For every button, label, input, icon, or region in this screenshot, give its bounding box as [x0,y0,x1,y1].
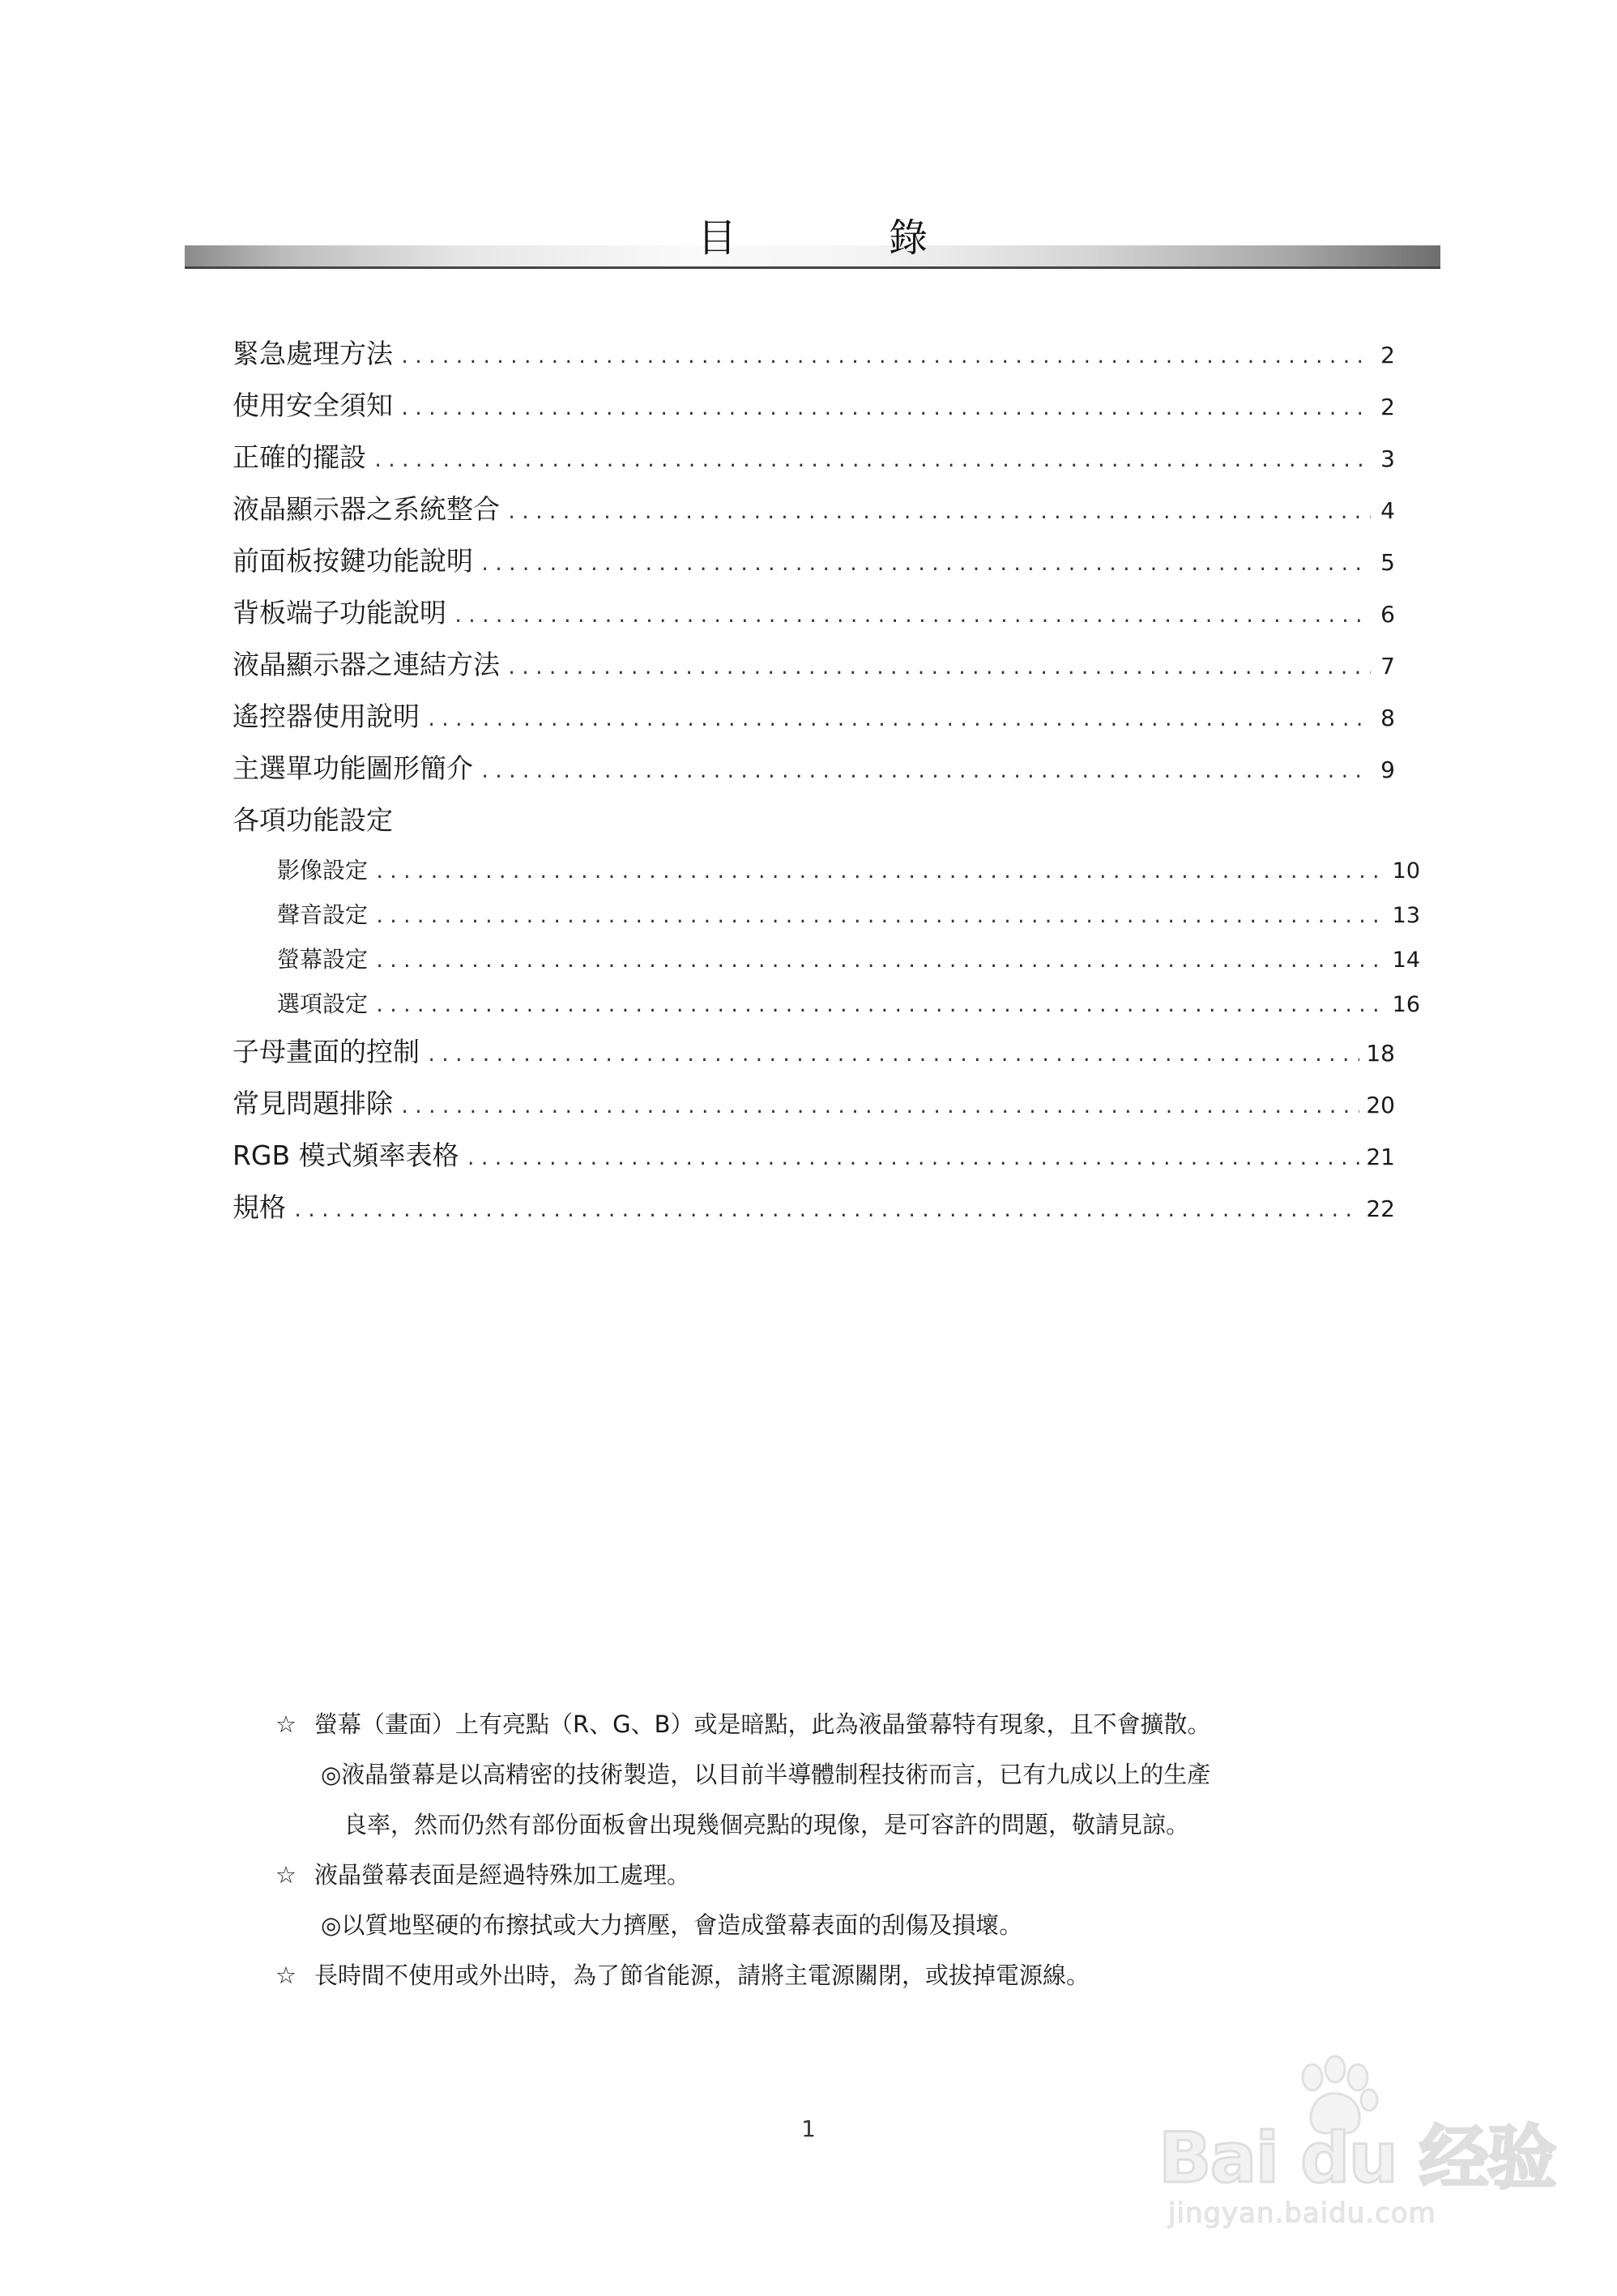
toc-entry-label: 子母畫面的控制 [233,1036,420,1067]
toc-entry [233,743,1395,794]
toc-page-number: 18 [1366,1040,1395,1067]
toc-entry-label: 液晶顯示器之連結方法 [233,649,500,680]
toc-dot-leader [506,488,1371,539]
toc-entry [233,483,1395,535]
toc-page-number: 14 [1392,948,1420,973]
toc-entry [233,982,1420,1026]
toc-entry [233,1182,1395,1233]
toc-entry-label: 前面板按鍵功能說明 [233,545,473,577]
toc-dot-leader [374,984,1386,1029]
note-detail: 良率，然而仍然有部份面板會出現幾個亮點的現像，是可容許的問題，敬請見諒。 [343,1811,1190,1838]
toc-dot-leader [399,1082,1359,1134]
toc-dot-leader [426,695,1371,747]
note-text: 長時間不使用或外出時，為了節省能源，請將主電源關閉，或拔掉電源線。 [314,1962,1090,1989]
toc-entry [233,432,1395,483]
note-detail: ◎液晶螢幕是以高精密的技術製造，以目前半導體制程技術而言，已有九成以上的生產 [321,1761,1211,1788]
note-item [275,1850,1410,1900]
toc-page-number: 2 [1380,342,1395,368]
baidu-watermark [1150,2053,1555,2239]
toc-entry [233,1078,1395,1130]
toc-entry [233,691,1395,743]
toc-entry [233,380,1395,432]
notes-section [275,1699,1410,2000]
toc-dot-leader [399,384,1371,436]
toc-dot-leader [374,939,1386,984]
toc-entry [233,848,1420,892]
toc-entry [233,1130,1395,1182]
star-icon: ☆ [275,1861,297,1889]
page-number: 1 [801,2115,816,2142]
toc-entry-label: RGB 模式頻率表格 [233,1139,459,1171]
toc-page-number: 2 [1380,394,1395,420]
toc-dot-leader [292,1186,1359,1237]
toc-entry [233,535,1395,587]
toc-dot-leader [506,643,1371,695]
title-banner [185,212,1440,269]
toc-page-number: 3 [1380,445,1395,472]
note-text: 螢幕（畫面）上有亮點（R、G、B）或是暗點，此為液晶螢幕特有現象，且不會擴散。 [314,1710,1211,1738]
note-text: 液晶螢幕表面是經過特殊加工處理。 [314,1861,691,1889]
watermark-url: jingyan.baidu.com [1168,2197,1436,2230]
toc-entry [233,639,1395,691]
toc-entry-label: 緊急處理方法 [233,338,393,369]
toc-section-heading [233,794,1395,848]
toc-page-number: 4 [1380,497,1395,524]
toc-page-number: 22 [1366,1195,1395,1222]
toc-dot-leader [373,436,1371,488]
toc-entry-label: 背板端子功能說明 [233,597,446,628]
toc-dot-leader [453,591,1371,643]
toc-dot-leader [399,332,1371,384]
toc-entry-label: 聲音設定 [277,901,369,928]
note-item [275,1699,1410,1749]
toc-page-number: 16 [1392,992,1420,1017]
toc-page-number: 7 [1380,653,1395,679]
toc-dot-leader [374,850,1386,895]
toc-entry-label: 正確的擺設 [233,441,366,473]
toc-dot-leader [426,1030,1359,1082]
watermark-logo-text: Bai du 经验 [1158,2118,1555,2199]
toc-entry-label: 規格 [233,1191,286,1223]
toc-dot-leader [466,1134,1360,1186]
note-detail: ◎以質地堅硬的布擦拭或大力擠壓，會造成螢幕表面的刮傷及損壞。 [321,1911,1023,1939]
toc-entry-label: 影像設定 [277,857,369,884]
toc-page-number: 10 [1392,858,1420,884]
toc-entry [233,328,1395,380]
toc-entry-label: 常見問題排除 [233,1088,393,1119]
toc-dot-leader [480,747,1371,799]
star-icon: ☆ [275,1710,297,1738]
toc-page-number: 13 [1392,903,1420,928]
toc-page-number: 21 [1366,1144,1395,1170]
toc-entry-label: 液晶顯示器之系統整合 [233,493,500,525]
toc-entry-label: 使用安全須知 [233,390,393,421]
toc-page-number: 5 [1380,549,1395,576]
toc-entry [233,1026,1395,1078]
toc-dot-leader [480,539,1371,591]
table-of-contents [233,328,1420,1233]
toc-entry-label: 選項設定 [277,990,369,1017]
star-icon: ☆ [275,1962,297,1989]
toc-entry-label: 遙控器使用說明 [233,701,420,732]
toc-entry-label: 各項功能設定 [233,804,393,836]
page-title: 目 錄 [697,215,984,261]
toc-entry [233,937,1420,982]
toc-page-number: 9 [1380,756,1395,783]
toc-page-number: 8 [1380,705,1395,731]
toc-page-number: 20 [1366,1092,1395,1118]
note-item [275,1950,1410,2000]
toc-entry-label: 主選單功能圖形簡介 [233,752,473,784]
toc-page-number: 6 [1380,601,1395,628]
toc-entry [233,892,1420,937]
toc-entry [233,587,1395,639]
toc-dot-leader [374,895,1386,939]
toc-entry-label: 螢幕設定 [277,946,369,973]
